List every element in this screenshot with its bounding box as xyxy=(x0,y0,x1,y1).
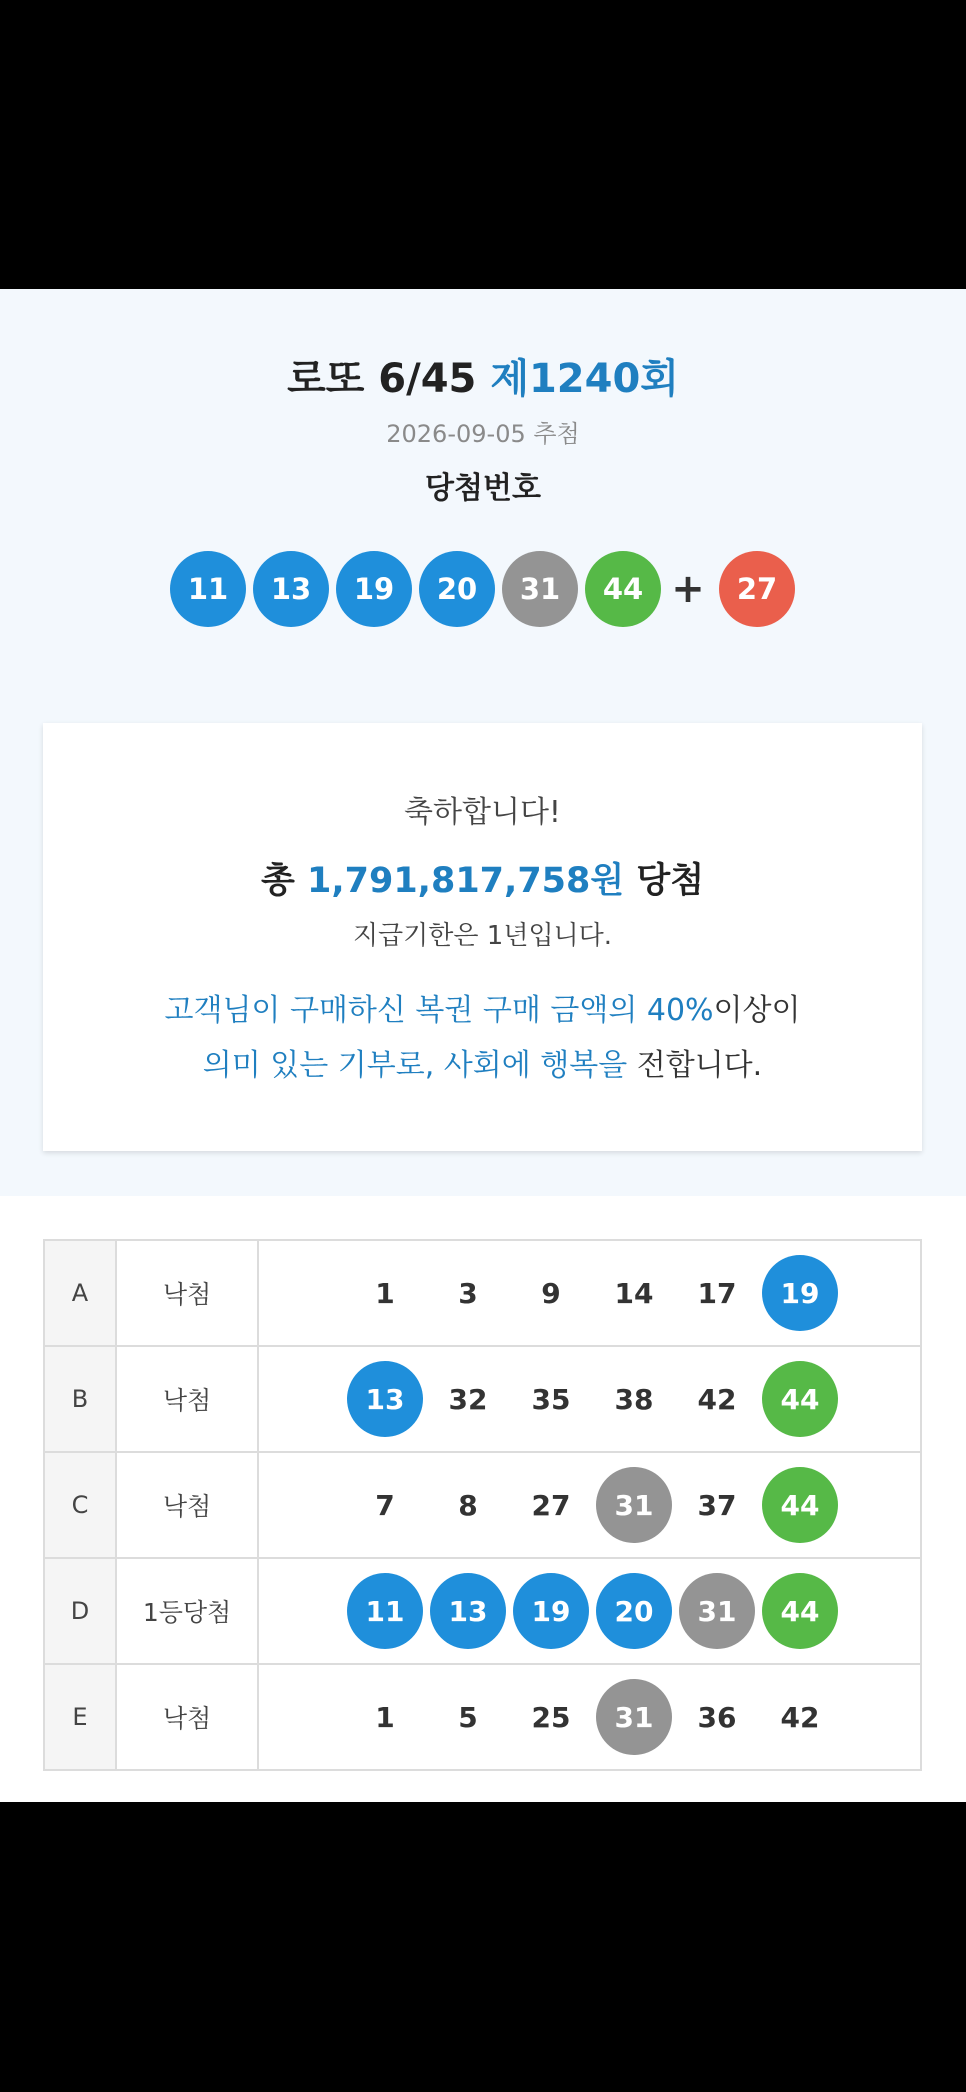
winning-ball: 11 xyxy=(170,551,246,627)
message-line2-blue: 의미 있는 기부로, 사회에 행복을 xyxy=(202,1048,628,1083)
number: 5 xyxy=(458,1700,478,1734)
number: 32 xyxy=(448,1382,488,1416)
number: 17 xyxy=(697,1276,737,1310)
total-prize xyxy=(43,853,922,903)
draw-date: 2026-09-05 추첨 xyxy=(386,420,580,448)
game-result: 낙첨 xyxy=(116,1452,258,1558)
number: 1 xyxy=(375,1276,395,1310)
number: 38 xyxy=(614,1382,654,1416)
winning-ball: 13 xyxy=(253,551,329,627)
matched-number-ball: 20 xyxy=(596,1573,672,1649)
game-numbers xyxy=(258,1240,921,1346)
game-numbers xyxy=(258,1346,921,1452)
game-letter: D xyxy=(44,1558,116,1664)
winning-ball: 20 xyxy=(419,551,495,627)
message-line1-dark: 이상이 xyxy=(713,993,801,1028)
game-letter: C xyxy=(44,1452,116,1558)
game-letter: A xyxy=(44,1240,116,1346)
winning-ball: 19 xyxy=(336,551,412,627)
game-numbers xyxy=(258,1452,921,1558)
table-row xyxy=(44,1558,921,1664)
number: 27 xyxy=(531,1488,571,1522)
game-numbers xyxy=(258,1664,921,1770)
number: 42 xyxy=(780,1700,820,1734)
number: 25 xyxy=(531,1700,571,1734)
number: 42 xyxy=(697,1382,737,1416)
plus-sign: + xyxy=(671,566,705,612)
round-number: 제1240회 xyxy=(490,356,679,402)
title-prefix: 로또 6/45 xyxy=(287,356,477,402)
number: 37 xyxy=(697,1488,737,1522)
winning-ball: 31 xyxy=(502,551,578,627)
donation-message xyxy=(43,983,922,1093)
number: 36 xyxy=(697,1700,737,1734)
matched-number-ball: 19 xyxy=(762,1255,838,1331)
game-result: 낙첨 xyxy=(116,1346,258,1452)
matched-number-ball: 11 xyxy=(347,1573,423,1649)
matched-number-ball: 13 xyxy=(347,1361,423,1437)
lotto-result-page xyxy=(0,289,966,1802)
table-row xyxy=(44,1664,921,1770)
matched-number-ball: 31 xyxy=(596,1467,672,1543)
bonus-ball: 27 xyxy=(719,551,795,627)
total-suffix: 당첨 xyxy=(636,861,705,901)
page-title xyxy=(0,347,966,404)
payment-deadline: 지급기한은 1년입니다. xyxy=(352,921,613,951)
matched-number-ball: 44 xyxy=(762,1467,838,1543)
winning-ball: 44 xyxy=(585,551,661,627)
matched-number-ball: 31 xyxy=(596,1679,672,1755)
game-result: 1등당첨 xyxy=(116,1558,258,1664)
matched-number-ball: 13 xyxy=(430,1573,506,1649)
game-numbers xyxy=(258,1558,921,1664)
matched-number-ball: 44 xyxy=(762,1361,838,1437)
table-row xyxy=(44,1240,921,1346)
matched-number-ball: 31 xyxy=(679,1573,755,1649)
draw-summary xyxy=(0,289,966,1196)
number: 1 xyxy=(375,1700,395,1734)
total-amount: 1,791,817,758원 xyxy=(306,861,625,901)
congrats-text: 축하합니다! xyxy=(404,795,561,830)
matched-number-ball: 44 xyxy=(762,1573,838,1649)
games-table xyxy=(43,1239,922,1771)
matched-number-ball: 19 xyxy=(513,1573,589,1649)
message-line1-blue: 고객님이 구매하신 복권 구매 금액의 40% xyxy=(164,993,714,1028)
game-result: 낙첨 xyxy=(116,1240,258,1346)
game-letter: E xyxy=(44,1664,116,1770)
game-result: 낙첨 xyxy=(116,1664,258,1770)
table-row xyxy=(44,1346,921,1452)
message-line2-dark: 전합니다. xyxy=(627,1048,763,1083)
number: 3 xyxy=(458,1276,478,1310)
number: 7 xyxy=(375,1488,395,1522)
number: 14 xyxy=(614,1276,654,1310)
table-row xyxy=(44,1452,921,1558)
game-letter: B xyxy=(44,1346,116,1452)
result-card xyxy=(43,723,922,1151)
total-prefix: 총 xyxy=(260,861,295,901)
number: 35 xyxy=(531,1382,571,1416)
number: 8 xyxy=(458,1488,478,1522)
winning-numbers-label: 당첨번호 xyxy=(425,471,541,506)
number: 9 xyxy=(541,1276,561,1310)
